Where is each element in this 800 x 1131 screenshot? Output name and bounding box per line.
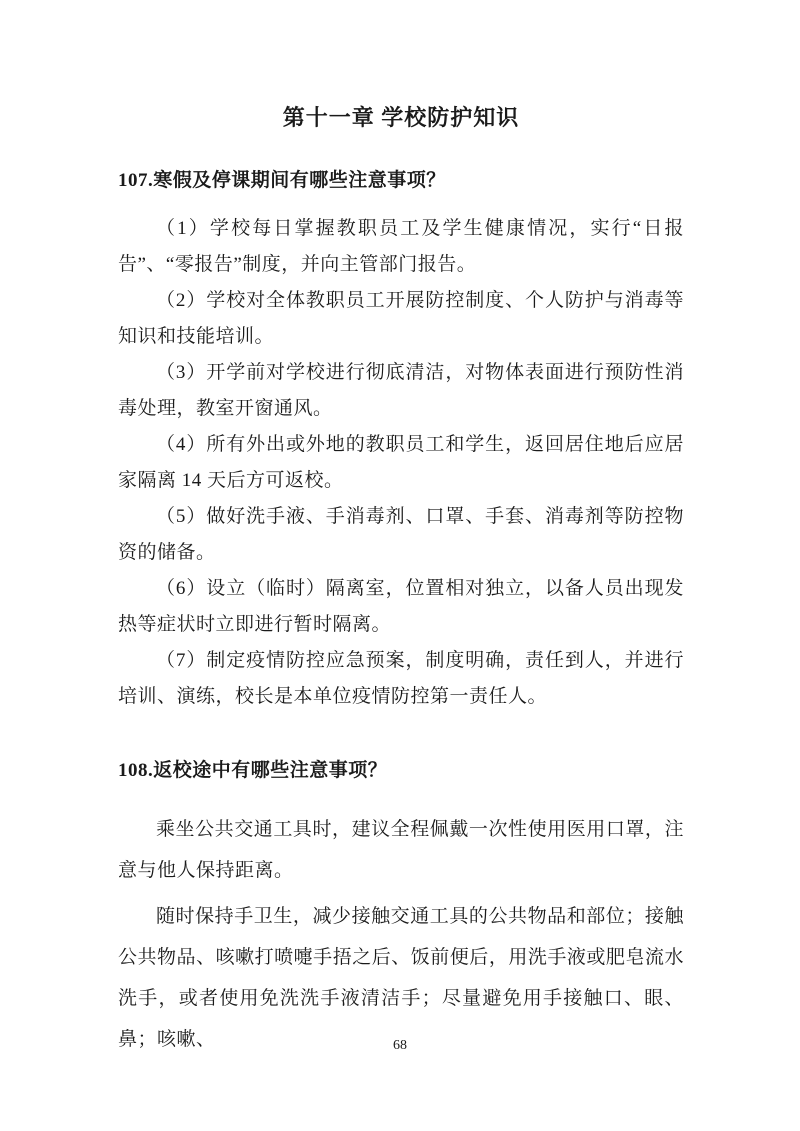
section-question-108 <box>118 757 684 1060</box>
paragraph-107-6: （6）设立（临时）隔离室，位置相对独立，以备人员出现发热等症状时立即进行暂时隔离。 <box>118 578 684 635</box>
chapter-title: 第十一章 学校防护知识 <box>282 105 520 130</box>
paragraph-108-1: 乘坐公共交通工具时，建议全程佩戴一次性使用医用口罩，注意与他人保持距离。 <box>118 819 684 881</box>
question-107-heading: 107.寒假及停课期间有哪些注意事项？ <box>118 170 446 191</box>
paragraph-107-2: （2）学校对全体教职员工开展防控制度、个人防护与消毒等知识和技能培训。 <box>118 290 684 347</box>
question-108-heading: 108.返校途中有哪些注意事项？ <box>118 760 388 781</box>
section-question-107 <box>118 167 684 715</box>
page-number: 68 <box>393 1038 407 1053</box>
paragraph-107-3: （3）开学前对学校进行彻底清洁，对物体表面进行预防性消毒处理，教室开窗通风。 <box>118 362 684 419</box>
paragraph-107-4: （4）所有外出或外地的教职员工和学生，返回居住地后应居家隔离 14 天后方可返校。 <box>118 434 684 491</box>
paragraph-107-7: （7）制定疫情防控应急预案，制度明确，责任到人，并进行培训、演练，校长是本单位疫情防控第一责任人。 <box>118 650 684 707</box>
paragraph-108-2: 随时保持手卫生，减少接触交通工具的公共物品和部位；接触公共物品、咳嗽打喷嚏手捂之后、饭前便后，用洗手液或肥皂流水洗手，或者使用免洗洗手液清洁手；尽量避免用手接触口、眼、鼻；咳嗽、 <box>118 906 684 1050</box>
paragraph-107-5: （5）做好洗手液、手消毒剂、口罩、手套、消毒剂等防控物资的储备。 <box>118 506 684 563</box>
paragraph-107-1: （1）学校每日掌握教职员工及学生健康情况，实行“日报告”、“零报告”制度，并向主管部门报告。 <box>118 218 684 275</box>
